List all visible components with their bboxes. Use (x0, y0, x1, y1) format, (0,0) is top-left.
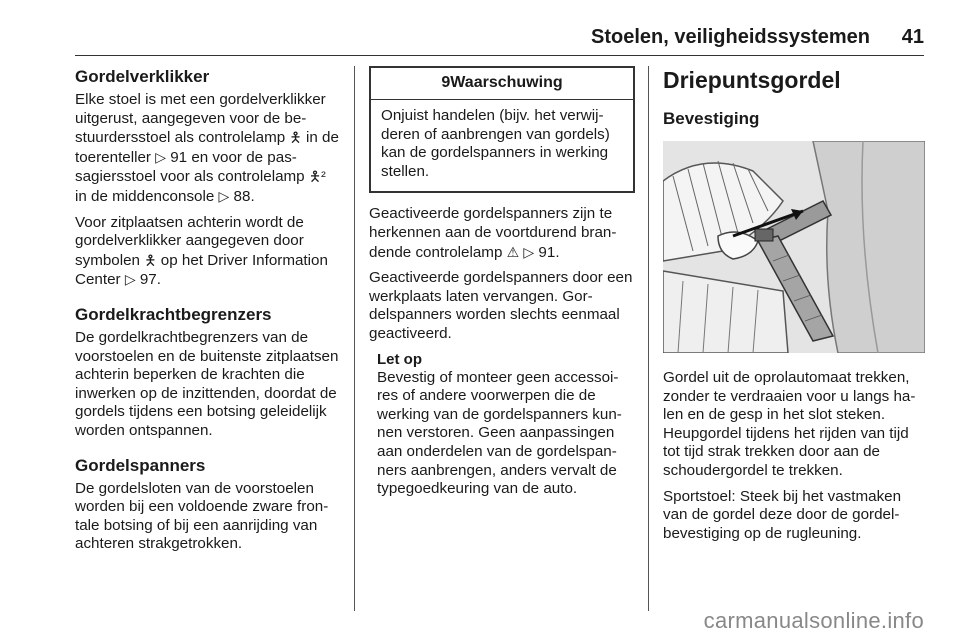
paragraph: Geactiveerde gordelspanners zijn te herkennen aan de voortdurend brandende controlelamp ⚠ ▷ 91. (369, 205, 617, 261)
column-left (75, 66, 340, 561)
note-text: Bevestig of monteer geen accessoires of andere voorwerpen die de werking van de gordelspanners kunnen verstoren. Geen aanpassingen aan onderdelen van de gordelspanners aanbrengen, anders vervalt de typegoedkeuring van de auto. (377, 368, 622, 498)
section-title-driepuntsgordel: Driepuntsgordel (663, 67, 841, 93)
seatbelt-passenger-icon: 🯅² (308, 168, 326, 185)
column-middle (369, 66, 634, 506)
paragraph: Geactiveerde gordelspanners door een werkplaats laten vervangen. Gordelspanners worden slechts eenmaal geactiveerd. (369, 269, 633, 342)
note-block (369, 351, 634, 499)
section-title-gordelspanners: Gordelspanners (75, 455, 206, 475)
paragraph: Sportstoel: Steek bij het vastmaken van de gordel deze door de gordelbevestiging op de rugleuning. (663, 487, 902, 542)
page-number: 41 (901, 26, 924, 48)
seatbelt-icon: 🯅 (144, 251, 157, 268)
page-reference-icon: ▷ (124, 271, 136, 288)
paragraph: De gordelkrachtbegrenzers van de voorstoelen en de buitenste zitplaatsen achterin beperken de krachten die inwerken op de inzittenden, doordat de gordels tijdens een botsing geleidelijk worden ontspannen. (75, 328, 339, 439)
subsection-title-bevestiging: Bevestiging (663, 109, 760, 128)
warning-triangle-icon: 9 (441, 74, 451, 91)
paragraph: Voor zitplaatsen achterin wordt de gordelverklikker aangegeven door symbolen 🯅 op het Driver Information Center ▷ 97. (75, 213, 328, 289)
seatbelt-icon: 🯅 (289, 129, 302, 146)
column-divider (648, 66, 649, 611)
header-rule (75, 55, 924, 56)
warning-header (371, 68, 633, 100)
section-title-gordelverklikker: Gordelverklikker (75, 67, 210, 86)
page-reference-icon: ▷ (155, 148, 166, 165)
paragraph: Gordel uit de oprolautomaat trekken, zonder te verdraaien voor u langs halen en de gesp in het slot steken. Heupgordel tijdens het rijden van tijd tot tijd strak trekken door aan de schoudergordel te trekken. (663, 369, 916, 479)
note-title: Let op (377, 350, 422, 368)
column-divider (354, 66, 355, 611)
paragraph: Elke stoel is met een gordelverklikker uitgerust, aangegeven voor de bestuurdersstoel als controlelamp 🯅 in de toerenteller ▷ 91 en voor de passagiersstoel voor als controlelamp 🯅² in de middenconsole ▷ 88. (75, 91, 339, 205)
watermark: carmanualsonline.info (703, 608, 924, 633)
section-title-gordelkrachtbegrenzers: Gordelkrachtbegrenzers (75, 304, 272, 324)
paragraph: De gordelsloten van de voorstoelen worden bij een voldoende zware frontale botsing of bij een aanrijding van achteren strakgetrokken. (75, 479, 329, 553)
airbag-warning-icon: ⚠ (506, 243, 520, 260)
page-reference-icon: ▷ (218, 187, 230, 204)
column-right (663, 66, 925, 550)
page-reference-icon: ▷ (523, 243, 535, 260)
seatbelt-illustration (663, 141, 925, 353)
header-title: Stoelen, veiligheidssystemen (591, 26, 870, 48)
warning-title: Waarschuwing (450, 74, 563, 91)
warning-box (369, 66, 635, 193)
warning-text: Onjuist handelen (bijv. het verwijderen of aanbrengen van gordels) kan de gordelspanners in werking stellen. (381, 107, 610, 180)
